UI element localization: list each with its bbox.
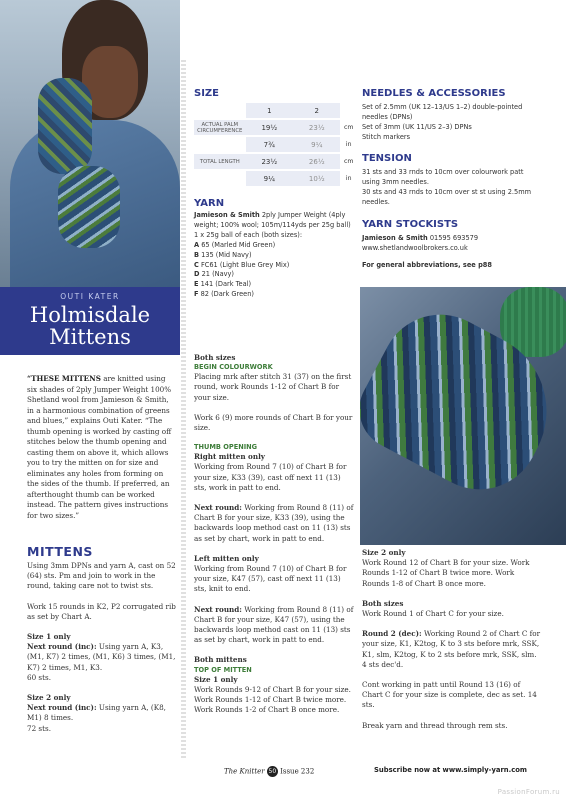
needles-section	[362, 88, 552, 142]
needles-item: Set of 3mm (UK 11/US 2–3) DPNs	[362, 123, 472, 131]
both-mittens-heading: Both mittens	[194, 655, 247, 665]
shade-text: 135 (Mid Navy)	[199, 250, 252, 259]
stockist-brand: Jamieson & Smith	[362, 234, 428, 242]
size-cell: 23½	[246, 154, 293, 169]
size2-sts: 72 sts.	[27, 723, 51, 733]
size-row-label: ACTUAL PALM CIRCUMFERENCE	[194, 120, 246, 135]
needles-heading: NEEDLES & ACCESSORIES	[362, 88, 506, 99]
needles-item: Set of 2.5mm (UK 12–13/US 1–2) double-pointed needles (DPNs)	[362, 103, 523, 121]
top-of-mitten-heading: TOP OF MITTEN	[194, 665, 252, 674]
right-mitten-text: Working from Round 7 (10) of Chart B for your size, K33 (39), cast off next 11 (13) sts, work in patt to end.	[194, 462, 347, 492]
mittens-cast-on: Using 3mm DPNs and yarn A, cast on 52 (64) sts. Pm and join to work in the round, taking care not to twist sts.	[27, 561, 176, 591]
right-lower-instructions	[362, 548, 542, 731]
thumb-opening-heading: THUMB OPENING	[194, 443, 258, 452]
yarn-brand: Jamieson & Smith	[194, 211, 260, 219]
size2-lead: Next round (inc):	[27, 703, 97, 713]
tension-heading: TENSION	[362, 153, 412, 164]
title-block	[0, 287, 180, 355]
yarn-details	[194, 211, 354, 300]
size-row	[194, 154, 357, 169]
yarn-heading: YARN	[194, 198, 225, 209]
left-next-text: Working from Round 8 (11) of Chart B for your size, K47 (57), using the backwards loop method cast on 11 (13) sts as set by chart, work in patt to end.	[194, 604, 354, 645]
size-cell: 19½	[246, 120, 293, 135]
yarn-qty: 1 x 25g ball of each (both sizes):	[194, 230, 303, 239]
round2-lead: Round 2 (dec):	[362, 629, 422, 639]
begin-colourwork-text: Placing mrk after stitch 31 (37) on the first round, work Rounds 1-12 of Chart B for your size.	[194, 372, 352, 402]
both-sizes-heading-2: Both sizes	[362, 598, 404, 608]
tension-item: 30 sts and 43 rnds to 10cm over st st using 2.5mm needles.	[362, 188, 532, 206]
tension-section	[362, 153, 552, 207]
shade-text: 82 (Dark Green)	[198, 290, 254, 299]
shade-text: 21 (Navy)	[199, 270, 234, 279]
size1-lead: Next round (inc):	[27, 642, 97, 652]
both-sizes-heading: Both sizes	[194, 353, 236, 362]
size-col-2: 2	[293, 103, 340, 118]
size1-heading: Size 1 only	[27, 632, 71, 642]
top-size2-heading: Size 2 only	[362, 548, 406, 557]
size-cell: 26½	[293, 154, 340, 169]
intro-body: are knitted using six shades of 2ply Jumper Weight 100% Shetland wool from Jamieson & Smith, in a harmonious combination of greens and blues,” explains Outi Kater. “The thumb opening is worked by casting off stitches below the thumb opening and casting them on above it, which allows you to try the mitten on for size and eliminates any holes from forming on the sides of the thumb. If preferred, an afterthought thumb can be worked instead. The pattern gives instructions for two sizes.”	[27, 374, 172, 520]
footer-subscribe[interactable]: Subscribe now at www.simply-yarn.com	[374, 766, 528, 774]
watermark: PassionForum.ru	[497, 788, 560, 796]
size2-heading: Size 2 only	[27, 693, 71, 703]
yarn-shade	[194, 261, 354, 271]
mittens-instructions	[27, 561, 179, 734]
shade-text: 65 (Marled Mid Green)	[199, 240, 276, 249]
magazine-name: The Knitter	[224, 767, 265, 776]
photo-mitten-raised	[38, 78, 92, 174]
size-cell: 7¾	[246, 137, 293, 152]
hero-photo	[0, 0, 180, 287]
size-row-label	[194, 137, 246, 152]
stockists-heading: YARN STOCKISTS	[362, 219, 459, 230]
stockist-phone: 01595 693579	[427, 234, 479, 242]
shade-code: E	[194, 280, 199, 289]
intro-lead: “THESE MITTENS	[27, 374, 101, 383]
mitten-closeup-photo	[360, 287, 566, 545]
yarn-desc: 2ply Jumper Weight (4ply weight; 100% wool; 105m/114yds per 25g ball)	[194, 211, 351, 229]
size-row	[194, 137, 357, 152]
tension-item: 31 sts and 33 rnds to 10cm over colourwork patt using 3mm needles.	[362, 168, 524, 186]
continue-text: Cont working in patt until Round 13 (16) of Chart C for your size is complete, dec as set. 14 sts.	[362, 680, 537, 710]
size-unit: cm	[340, 120, 357, 135]
size-row-label	[194, 171, 246, 186]
left-next-lead: Next round:	[194, 604, 242, 614]
yarn-shade	[194, 280, 354, 290]
size-cell: 9¼	[246, 171, 293, 186]
stockists-section	[362, 219, 552, 270]
tension-list	[362, 167, 537, 207]
mittens-rib: Work 15 rounds in K2, P2 corrugated rib as set by Chart A.	[27, 601, 176, 621]
size-cell: 10½	[293, 171, 340, 186]
size-unit: cm	[340, 154, 357, 169]
size2-body: Using yarn A, (K8, M1) 8 times.	[27, 703, 166, 723]
right-mitten-heading: Right mitten only	[194, 452, 265, 462]
begin-colourwork-heading: BEGIN COLOURWORK	[194, 363, 273, 372]
more-rounds-text: Work 6 (9) more rounds of Chart B for your size.	[194, 412, 353, 433]
yarn-shade	[194, 270, 354, 280]
needles-list	[362, 102, 537, 142]
size1-body: Using yarn A, K3, (M1, K7) 2 times, (M1, K6) 3 times, (M1, K7) 2 times, M1, K3.	[27, 642, 176, 672]
shade-text: FC61 (Light Blue Grey Mix)	[198, 260, 290, 269]
left-mitten-heading: Left mitten only	[194, 553, 259, 563]
column-divider	[181, 60, 186, 760]
size-row	[194, 171, 357, 186]
shade-code: B	[194, 250, 200, 259]
mittens-heading: MITTENS	[27, 544, 93, 559]
break-yarn-text: Break yarn and thread through rem sts.	[362, 720, 508, 730]
pattern-title-line1: Holmisdale	[29, 303, 151, 327]
middle-instructions	[194, 353, 354, 715]
size-unit: in	[340, 137, 357, 152]
issue-number: Issue 232	[280, 767, 315, 776]
shade-code: F	[194, 290, 199, 299]
top-size1-text: Work Rounds 9-12 of Chart B for your size. Work Rounds 1-12 of Chart B twice more. Work Rounds 1-2 of Chart B once more.	[194, 684, 351, 715]
size-row-label: TOTAL LENGTH	[194, 154, 246, 169]
size-row	[194, 120, 357, 135]
size-cell: 9¼	[293, 137, 340, 152]
stockist-url[interactable]: www.shetlandwoolbrokers.co.uk	[362, 244, 468, 252]
top-size2-text: Work Round 12 of Chart B for your size. Work Rounds 1-12 of Chart B twice more. Work Rounds 1-8 of Chart B once more.	[362, 558, 530, 588]
shade-code: C	[194, 260, 199, 269]
needles-item: Stitch markers	[362, 133, 411, 141]
top-size1-heading: Size 1 only	[194, 674, 238, 684]
page-number: 50	[268, 768, 277, 775]
photo-mitten-lower	[58, 166, 120, 248]
size-unit: in	[340, 171, 357, 186]
pattern-title-line2: Mittens	[49, 325, 131, 349]
shade-text: 141 (Dark Teal)	[198, 280, 252, 289]
yarn-shade	[194, 251, 354, 261]
chart-c-round1: Work Round 1 of Chart C for your size.	[362, 609, 504, 619]
shade-code: D	[194, 270, 200, 279]
stockists-details	[362, 233, 552, 270]
size-table	[194, 101, 357, 188]
size-table-header	[194, 103, 357, 118]
footer-issue	[224, 766, 314, 777]
size1-sts: 60 sts.	[27, 672, 51, 682]
designer-name: OUTI KATER	[60, 292, 120, 301]
abbrev-note: For general abbreviations, see p88	[362, 261, 492, 269]
yarn-shade	[194, 241, 354, 251]
size-col-1: 1	[246, 103, 293, 118]
pattern-title	[0, 304, 180, 348]
yarn-shade	[194, 290, 354, 300]
right-next-lead: Next round:	[194, 503, 242, 513]
round2-text: Working Round 2 of Chart C for your size, K1, K2tog, K to 3 sts before mrk, SSK, K1, slm, K2tog, K to 2 sts before mrk, SSK, slm. 4 sts dec'd.	[362, 629, 541, 669]
size-heading: SIZE	[194, 88, 220, 99]
shade-code: A	[194, 240, 200, 249]
left-mitten-text: Working from Round 7 (10) of Chart B for your size, K47 (57), cast off next 11 (13) sts, knit to end.	[194, 564, 347, 594]
size-cell: 23½	[293, 120, 340, 135]
intro-text	[27, 374, 177, 521]
right-next-text: Working from Round 8 (11) of Chart B for your size, K33 (39), using the backwards loop method cast on 11 (13) sts as set by chart, work in patt to end.	[194, 503, 354, 543]
